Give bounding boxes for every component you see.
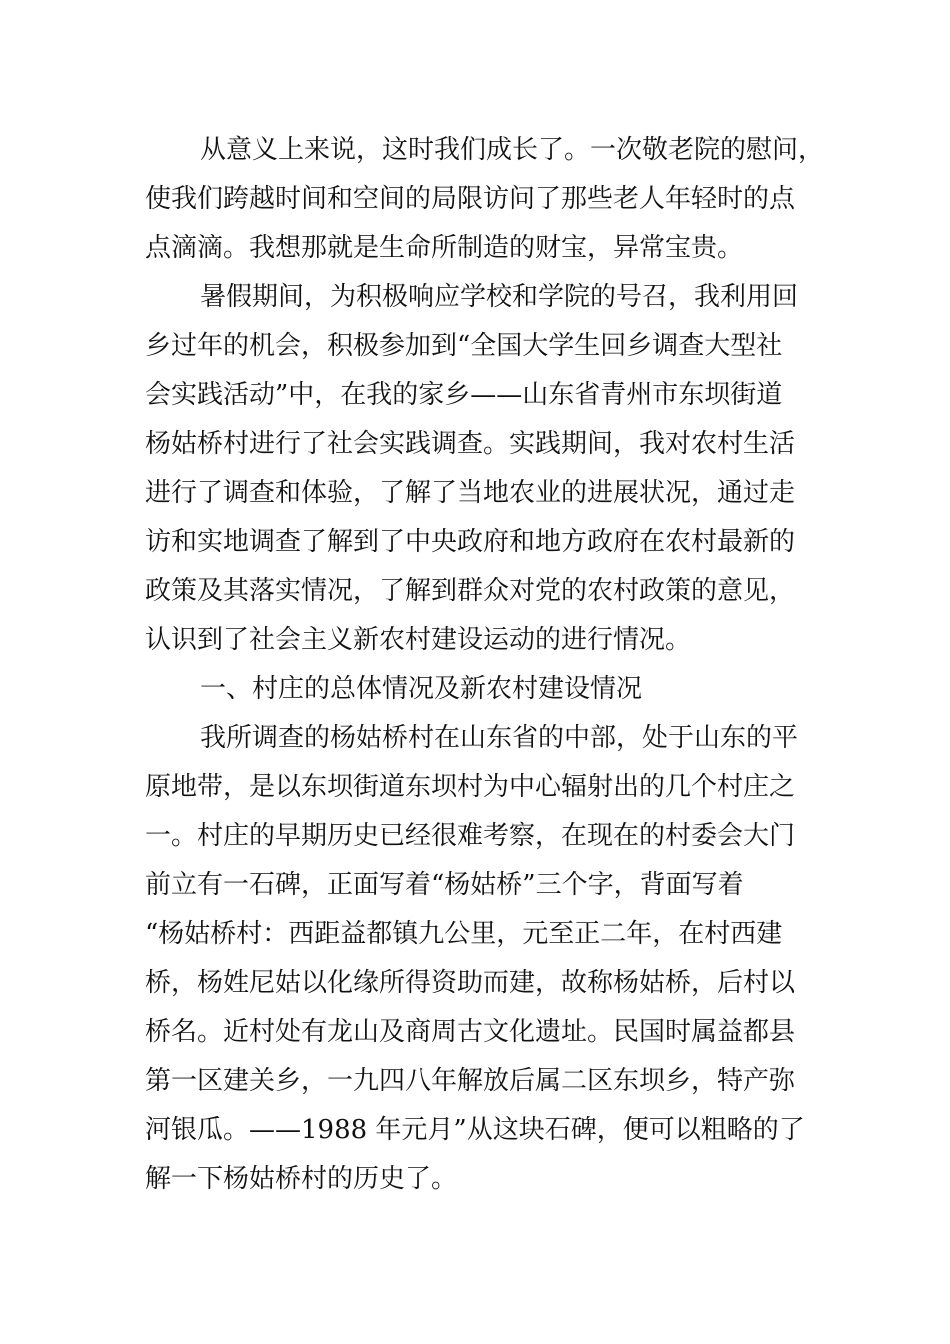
paragraph-line: 会实践活动”中，在我的家乡——山东省青州市东坝街道 (145, 380, 783, 410)
paragraph-line: 点滴滴。我想那就是生命所制造的财宝，异常宝贵。 (145, 233, 744, 263)
paragraph-line: 访和实地调查了解到了中央政府和地方政府在农村最新的 (145, 527, 796, 557)
paragraph-line: 第一区建关乡，一九四八年解放后属二区东坝乡，特产弥 (145, 1066, 796, 1096)
paragraph-line: 我所调查的杨姑桥村在山东省的中部，处于山东的平 (200, 723, 799, 753)
paragraph-line: 桥名。近村处有龙山及商周古文化遗址。民国时属益都县 (145, 1017, 796, 1047)
paragraph-line: 前立有一石碑，正面写着“杨姑桥”三个字，背面写着 (145, 870, 744, 900)
body-text (145, 126, 845, 1204)
paragraph-line: 一。村庄的早期历史已经很难考察，在现在的村委会大门 (145, 821, 796, 851)
section-heading: 一、村庄的总体情况及新农村建设情况 (200, 674, 643, 704)
paragraph-line: 乡过年的机会，积极参加到“全国大学生回乡调查大型社 (145, 331, 783, 361)
paragraph-line: 河银瓜。——1988 年元月”从这块石碑，便可以粗略的了 (145, 1115, 805, 1145)
paragraph-line: 暑假期间，为积极响应学校和学院的号召，我利用回 (200, 282, 799, 312)
paragraph-line: 从意义上来说，这时我们成长了。一次敬老院的慰问， (200, 135, 825, 165)
paragraph-line: 进行了调查和体验，了解了当地农业的进展状况，通过走 (145, 478, 796, 508)
paragraph-line: 原地带，是以东坝街道东坝村为中心辐射出的几个村庄之 (145, 772, 796, 802)
paragraph-line: “杨姑桥村：西距益都镇九公里，元至正二年，在村西建 (145, 919, 783, 949)
paragraph-line: 桥，杨姓尼姑以化缘所得资助而建，故称杨姑桥，后村以 (145, 968, 796, 998)
paragraph-line: 政策及其落实情况，了解到群众对党的农村政策的意见， (145, 576, 796, 606)
paragraph-line: 解一下杨姑桥村的历史了。 (145, 1164, 458, 1194)
paragraph-line: 认识到了社会主义新农村建设运动的进行情况。 (145, 625, 692, 655)
paragraph-line: 杨姑桥村进行了社会实践调查。实践期间，我对农村生活 (145, 429, 796, 459)
paragraph-line: 使我们跨越时间和空间的局限访问了那些老人年轻时的点 (145, 184, 796, 214)
